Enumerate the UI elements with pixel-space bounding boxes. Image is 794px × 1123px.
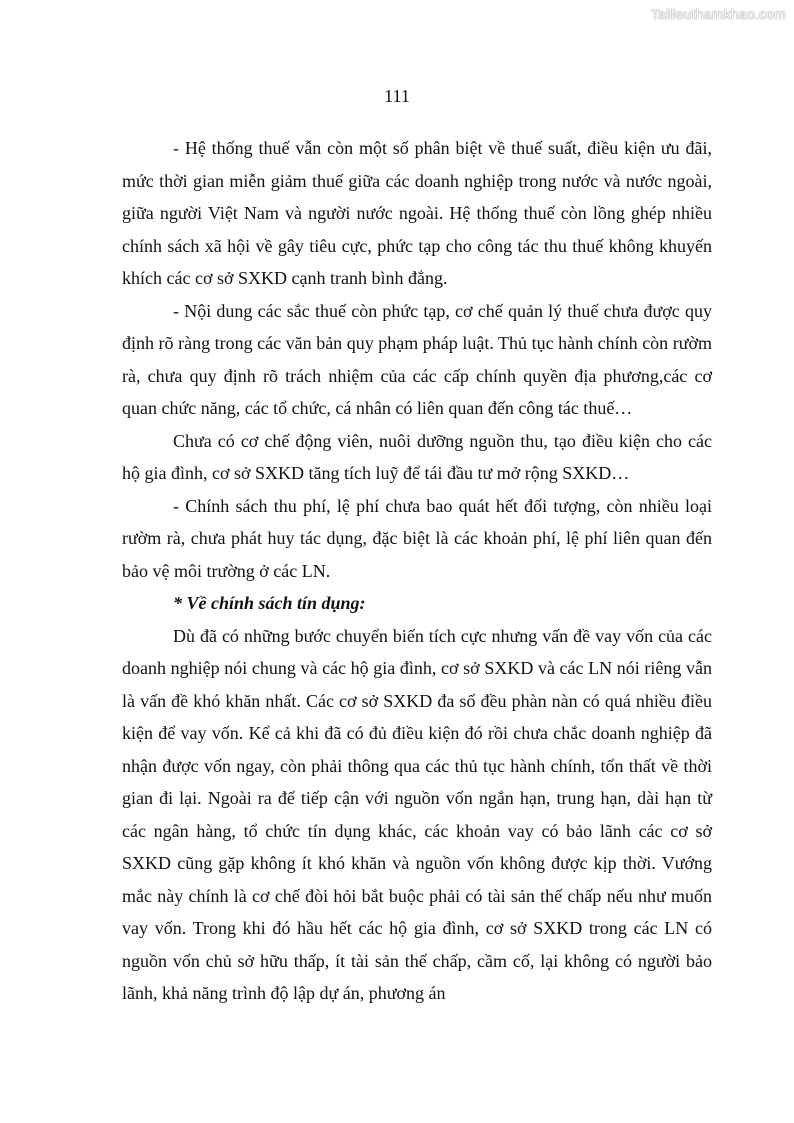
page-number: 111 (384, 86, 410, 106)
paragraph-tax-system: - Hệ thống thuế vẫn còn một số phân biệt về thuế suất, điều kiện ưu đãi, mức thời gian miễn giảm thuế giữa các doanh nghiệp trong nước và nước ngoài, giữa người Việt Nam và người nước ngoài. Hệ thống thuế còn lồng ghép nhiều chính sách xã hội về gây tiêu cực, phức tạp cho công tác thu thuế không khuyến khích các cơ sở SXKD cạnh tranh bình đẳng. (122, 138, 712, 288)
paragraph-fee-policy: - Chính sách thu phí, lệ phí chưa bao quát hết đối tượng, còn nhiều loại rườm rà, chưa phát huy tác dụng, đặc biệt là các khoản phí, lệ phí liên quan đến bảo vệ môi trường ở các LN. (122, 495, 712, 581)
section-heading-credit-policy: * Về chính sách tín dụng: (173, 593, 366, 613)
paragraph-tax-content: - Nội dung các sắc thuế còn phức tạp, cơ chế quản lý thuế chưa được quy định rõ ràng trong các văn bản quy phạm pháp luật. Thủ tục hành chính còn rườm rà, chưa quy định rõ trách nhiệm của các cấp chính quyền địa phương,các cơ quan chức năng, các tổ chức, cá nhân có liên quan đến công tác thuế… (122, 300, 712, 418)
watermark: Tailieuthamkhao.com (650, 6, 786, 22)
page-content (122, 132, 712, 1010)
paragraph-revenue-mechanism: Chưa có cơ chế động viên, nuôi dưỡng nguồn thu, tạo điều kiện cho các hộ gia đình, cơ sở SXKD tăng tích luỹ để tái đầu tư mở rộng SXKD… (122, 430, 712, 483)
paragraph-credit-policy: Dù đã có những bước chuyển biến tích cực nhưng vấn đề vay vốn của các doanh nghiệp nói chung và các hộ gia đình, cơ sở SXKD và các LN nói riêng vẫn là vấn đề khó khăn nhất. Các cơ sở SXKD đa số đều phàn nàn có quá nhiều điều kiện để vay vốn. Kể cả khi đã có đủ điều kiện đó rồi chưa chắc doanh nghiệp đã nhận được vốn ngay, còn phải thông qua các thủ tục hành chính, tổn thất về thời gian đi lại. Ngoài ra để tiếp cận với nguồn vốn ngắn hạn, trung hạn, dài hạn từ các ngân hàng, tổ chức tín dụng khác, các khoản vay có bảo lãnh các cơ sở SXKD cũng gặp không ít khó khăn và nguồn vốn không được kịp thời. Vướng mắc này chính là cơ chế đòi hỏi bắt buộc phải có tài sản thế chấp nếu như muốn vay vốn. Trong khi đó hầu hết các hộ gia đình, cơ sở SXKD trong các LN có nguồn vốn chủ sở hữu thấp, ít tài sản thế chấp, cầm cố, lại không có người bảo lãnh, khả năng trình độ lập dự án, phương án (122, 625, 712, 1003)
